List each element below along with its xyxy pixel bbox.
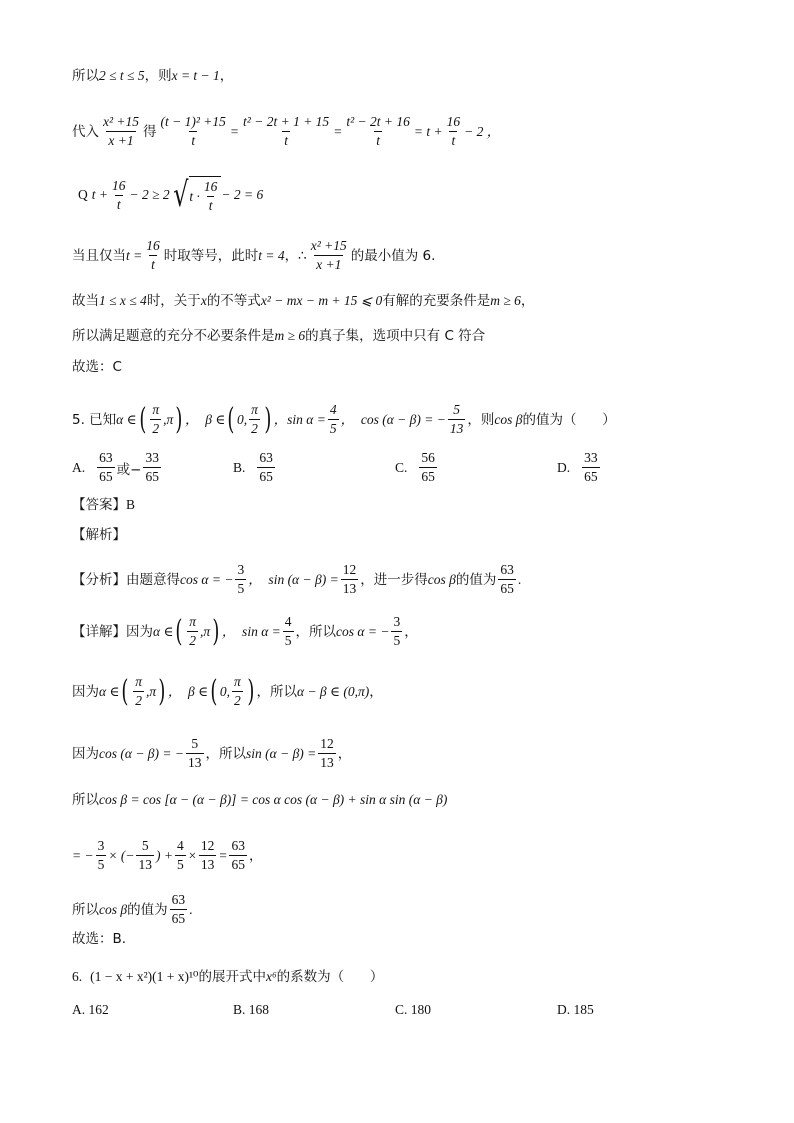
text: 的值为 (127, 901, 168, 918)
fraction (96, 838, 107, 873)
math: cos β (99, 901, 128, 917)
denominator: t (191, 133, 196, 148)
numerator: π (152, 402, 160, 417)
denominator: x +1 (108, 133, 134, 148)
fraction (448, 402, 466, 437)
text: 故选：B. (72, 931, 127, 947)
math: − 2 = 6 (221, 187, 264, 202)
option-label: B. (233, 459, 246, 475)
text: ，则 (144, 68, 172, 84)
paren-close: ) (175, 401, 183, 437)
fraction (235, 562, 246, 597)
numerator: 16 (146, 238, 160, 253)
fraction (582, 450, 600, 485)
q6-option-b[interactable] (233, 1002, 269, 1018)
math: t + (91, 187, 108, 202)
math: α − β ∈ (0,π) (296, 683, 370, 699)
option-c[interactable] (395, 450, 439, 485)
therefore-symbol: Q (78, 187, 88, 202)
fraction (202, 179, 220, 214)
fraction (133, 674, 144, 709)
text: ，所以 (256, 683, 297, 700)
math: α ∈ (99, 683, 120, 699)
fraction (101, 114, 141, 149)
text: ， (369, 683, 383, 700)
fraction (199, 838, 217, 873)
math: − 2 ， (464, 123, 501, 139)
paren-open: ( (210, 673, 218, 709)
question-5 (72, 402, 734, 437)
text: 时，关于 (146, 293, 201, 309)
numerator: 5 (191, 736, 199, 751)
question-number: 5. 已知 (72, 411, 117, 428)
math: sin (α − β) = (246, 745, 317, 761)
numerator: x² +15 (310, 238, 347, 253)
denominator: 2 (251, 421, 258, 436)
detail-line-2 (72, 674, 734, 709)
fraction (229, 838, 247, 873)
denominator: t (208, 198, 213, 213)
detail-line-3 (72, 736, 734, 771)
q6-option-c[interactable] (395, 1002, 431, 1018)
fraction (159, 114, 228, 149)
text: 所以 (72, 792, 99, 808)
math: (1 − x + x²)(1 + x)¹⁰ (90, 969, 199, 984)
math: ,π (199, 623, 211, 639)
fraction (232, 674, 243, 709)
option-d[interactable] (557, 450, 602, 485)
paren-close: ) (264, 401, 272, 437)
numerator: 3 (237, 562, 245, 577)
numerator: 3 (393, 614, 401, 629)
denominator: 65 (171, 911, 186, 926)
q6-option-a[interactable] (72, 1002, 109, 1018)
numerator: x² +15 (103, 114, 140, 129)
fraction (144, 238, 162, 273)
fraction (175, 838, 186, 873)
detail-tag: 【详解】 (72, 623, 126, 640)
paren-open: ( (138, 401, 147, 437)
math: 0, (237, 411, 248, 427)
fraction (309, 238, 349, 273)
square-root (170, 176, 222, 214)
math: α ∈ (116, 411, 137, 427)
denominator: t (284, 133, 288, 148)
numerator: 5 (453, 402, 460, 417)
math: ， cos (α − β) = − (340, 411, 446, 427)
fraction (187, 614, 198, 649)
math: t · (189, 188, 200, 204)
math: cos (α − β) = − (99, 745, 185, 761)
math: m ≥ 6 (490, 293, 521, 308)
fraction (249, 402, 260, 437)
fraction (110, 178, 128, 213)
denominator: 65 (584, 469, 598, 484)
text: 所以 (72, 68, 99, 84)
option-label: B. 168 (233, 1002, 270, 1017)
paren-close: ) (158, 673, 166, 709)
math: = − (72, 847, 94, 863)
numerator: π (189, 614, 196, 629)
denominator: 5 (329, 421, 337, 436)
numerator: π (135, 674, 142, 689)
denominator: 13 (200, 857, 215, 872)
analysis-heading (72, 525, 734, 545)
math: cos β (494, 411, 523, 427)
numerator: 56 (421, 450, 435, 465)
fraction (186, 736, 204, 771)
denominator: 65 (145, 469, 159, 484)
numerator: 5 (141, 838, 149, 853)
numerator: 63 (99, 450, 113, 465)
detail-line-4 (72, 790, 734, 810)
text: 由题意得 (126, 571, 180, 588)
text: 的展开式中 (198, 969, 266, 985)
text: 的真子集，选项中只有 C 符合 (305, 328, 486, 344)
denominator: 65 (259, 469, 273, 484)
denominator: 2 (189, 633, 196, 648)
math: = (333, 123, 343, 139)
detail-line-6 (72, 892, 734, 927)
denominator: t (151, 257, 155, 272)
text: . (189, 901, 193, 917)
answer-tag: 【答案】 (72, 497, 126, 513)
fraction (419, 450, 437, 485)
option-label: A. 162 (72, 1002, 109, 1017)
fraction (97, 450, 115, 485)
option-a[interactable] (72, 450, 163, 485)
radical-icon: √ (172, 175, 189, 215)
text: ， (404, 623, 418, 640)
math: cos α = − (336, 623, 390, 639)
math: × (− (108, 847, 135, 863)
line-2 (72, 114, 734, 149)
text: ，进一步得 (360, 571, 428, 588)
math: = t + (413, 123, 443, 139)
text: ，所以 (205, 745, 247, 762)
text: 时取等号，此时 (163, 247, 259, 264)
denominator: 5 (284, 633, 292, 648)
math: α ∈ (153, 623, 174, 639)
math: cos β (427, 571, 456, 587)
math: cos α = − (180, 571, 234, 587)
math: m ≥ 6 (274, 328, 306, 343)
text: ， (520, 293, 535, 309)
paren-open: ( (121, 673, 129, 709)
fraction (170, 892, 188, 927)
numerator: t² − 2t + 1 + 15 (243, 114, 330, 129)
text: ，所以 (295, 623, 337, 640)
fraction (318, 736, 336, 771)
text: 故选：C (72, 359, 122, 375)
denominator: t (451, 133, 456, 148)
fraction (136, 838, 154, 873)
fraction (328, 402, 339, 437)
math: ，sin α = (273, 411, 326, 427)
line-3 (72, 176, 734, 214)
math: × (187, 847, 197, 863)
fraction (257, 450, 275, 485)
denominator: 13 (449, 421, 464, 436)
summary-tag: 【分析】 (72, 571, 126, 588)
numerator: 63 (500, 562, 514, 577)
paren-close: ) (212, 613, 220, 649)
option-label: D. (557, 459, 571, 475)
detail-line-7 (72, 929, 734, 949)
text: 的值为（ ） (522, 411, 616, 428)
detail-line-5 (72, 838, 734, 873)
fraction (283, 614, 294, 649)
fraction (344, 114, 412, 149)
math: = (229, 123, 240, 139)
option-label: A. (72, 459, 86, 475)
answer-value: B (126, 497, 136, 512)
math: cos β = cos [α − (α − β)] = cos α cos (α − β) + sin α sin (α − β) (99, 792, 448, 807)
math: t = 4 (258, 247, 285, 263)
math: ,π (163, 411, 174, 427)
text: ，则 (467, 411, 495, 428)
fraction (143, 450, 161, 485)
fraction (391, 614, 402, 649)
denominator: 2 (234, 693, 241, 708)
numerator: 12 (200, 838, 215, 853)
text: 有解的充要条件是 (382, 293, 491, 309)
math: x⁶ (265, 969, 277, 984)
math: ， β ∈ (167, 683, 209, 699)
text: 因为 (72, 683, 99, 700)
fraction (341, 562, 359, 597)
denominator: x +1 (316, 257, 342, 272)
line-4 (72, 238, 734, 273)
text: 当且仅当 (72, 247, 126, 264)
q6-option-d[interactable] (557, 1002, 594, 1018)
text: 得 (143, 123, 157, 140)
denominator: 65 (500, 581, 514, 596)
numerator: 4 (284, 614, 292, 629)
denominator: 5 (237, 581, 245, 596)
numerator: 63 (259, 450, 273, 465)
analysis-summary (72, 562, 734, 597)
denominator: 13 (342, 581, 357, 596)
numerator: 12 (342, 562, 357, 577)
fraction (445, 114, 463, 149)
numerator: (t − 1)² +15 (160, 114, 226, 129)
math: ， β ∈ (184, 411, 226, 427)
math: x (200, 293, 207, 308)
text: 的最小值为 6. (350, 247, 436, 264)
detail-line-1 (72, 614, 734, 649)
numerator: t² − 2t + 16 (346, 114, 410, 129)
option-label: C. (395, 459, 408, 475)
paren-open: ( (227, 401, 235, 437)
answer-line (72, 495, 734, 515)
denominator: t (116, 196, 121, 212)
math: ， sin α = (221, 623, 281, 639)
text: 的值为 (455, 571, 497, 588)
denominator: 5 (176, 857, 184, 872)
text: ， (337, 745, 352, 762)
option-b[interactable] (233, 450, 277, 485)
numerator: 33 (584, 450, 598, 465)
math: 1 ≤ x ≤ 4 (99, 293, 147, 308)
fraction (241, 114, 331, 149)
numerator: 33 (145, 450, 159, 465)
denominator: 65 (99, 469, 113, 484)
math: ,π (145, 683, 157, 699)
text: 所以 (72, 901, 99, 918)
question-number: 6. (72, 969, 83, 984)
text: 因为 (72, 745, 99, 762)
option-label: C. 180 (395, 1002, 432, 1017)
text: 或− (116, 461, 142, 478)
numerator: 3 (97, 838, 105, 853)
numerator: 63 (171, 892, 186, 907)
numerator: 4 (176, 838, 184, 853)
text: ， (248, 847, 263, 864)
numerator: π (234, 674, 241, 689)
numerator: 16 (446, 114, 461, 129)
analysis-tag: 【解析】 (72, 527, 126, 543)
denominator: 5 (393, 633, 401, 648)
text: ， (219, 68, 234, 84)
math: x² − mx − m + 15 ⩽ 0 (260, 293, 383, 308)
line-5 (72, 291, 734, 311)
denominator: 5 (97, 857, 105, 872)
math: ， sin (α − β) = (248, 571, 339, 587)
fraction (498, 562, 516, 597)
math: 2 ≤ t ≤ 5 (99, 68, 145, 83)
denominator: 13 (188, 755, 202, 770)
math: − 2 ≥ 2 (129, 187, 170, 202)
line-6 (72, 326, 734, 346)
paren-open: ( (175, 613, 183, 649)
fraction (150, 402, 161, 437)
text: 故当 (72, 293, 99, 309)
text: 的系数为（ ） (276, 969, 384, 985)
text: 因为 (126, 623, 153, 640)
numerator: 16 (203, 179, 218, 194)
denominator: t (376, 133, 380, 148)
numerator: 4 (329, 402, 337, 417)
numerator: π (251, 402, 258, 417)
text: ，∴ (284, 247, 307, 264)
math: ) + (155, 847, 173, 863)
denominator: 13 (138, 857, 152, 872)
paren-close: ) (247, 673, 255, 709)
denominator: 65 (421, 469, 435, 484)
line-1 (72, 66, 734, 86)
numerator: 12 (320, 736, 334, 751)
math: 0, (219, 683, 230, 699)
denominator: 65 (231, 857, 245, 872)
numerator: 16 (112, 177, 126, 193)
denominator: 13 (320, 755, 334, 770)
radicand (189, 176, 221, 214)
math: t = (126, 247, 143, 263)
option-label: D. 185 (557, 1002, 594, 1017)
text: 代入 (72, 123, 99, 140)
question-6 (72, 967, 734, 987)
math: x = t − 1 (171, 68, 220, 83)
denominator: 2 (135, 693, 142, 708)
text: . (517, 571, 522, 587)
denominator: 2 (152, 421, 160, 436)
text: 的不等式 (206, 293, 261, 309)
line-7 (72, 357, 734, 377)
math: = (218, 847, 228, 863)
text: 所以满足题意的充分不必要条件是 (72, 328, 275, 344)
numerator: 63 (231, 838, 245, 853)
